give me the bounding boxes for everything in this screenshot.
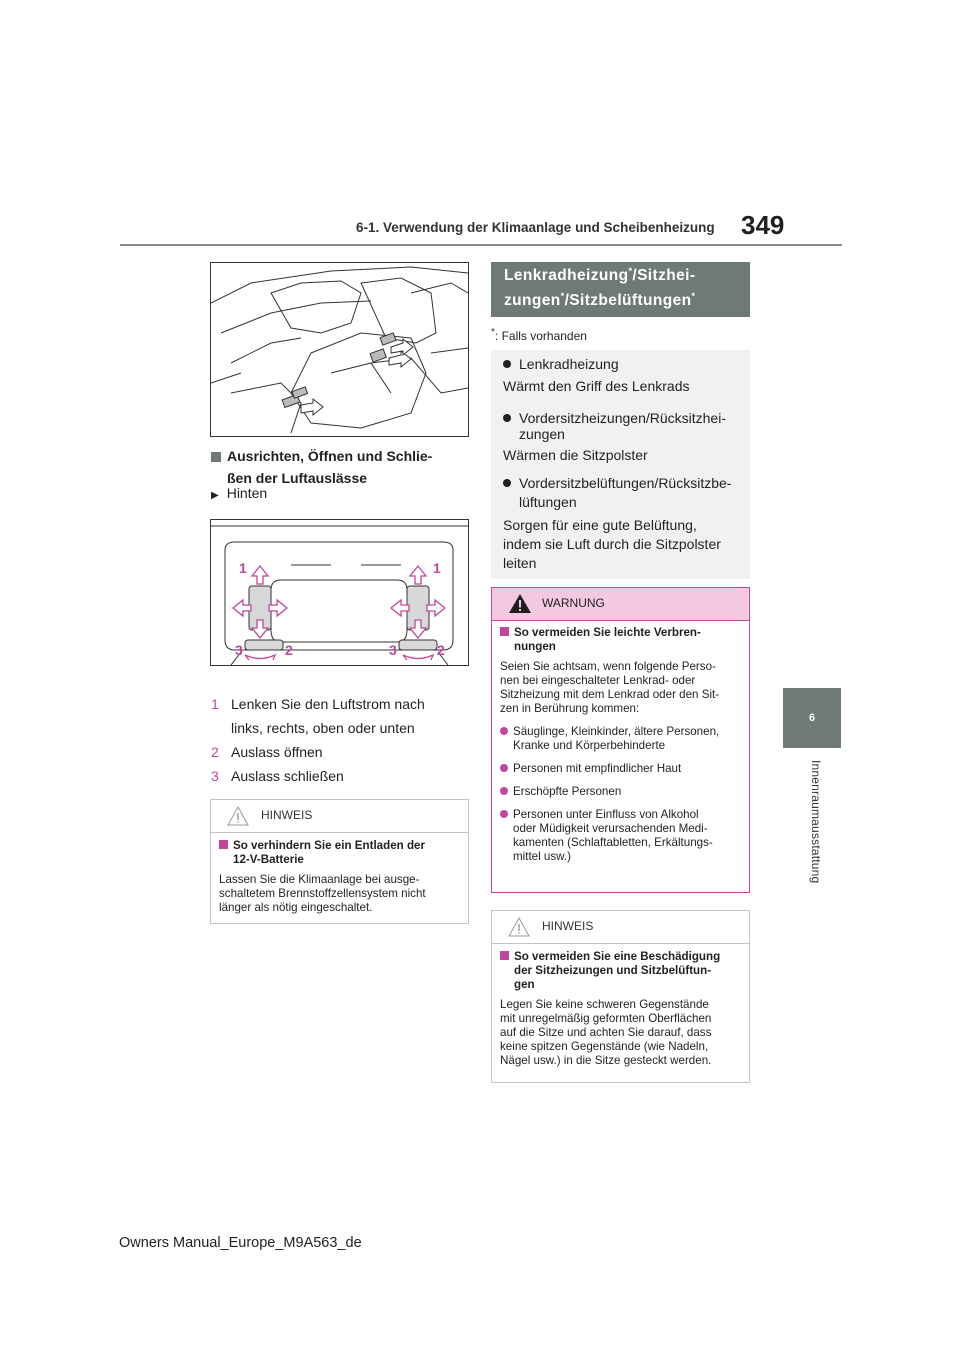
warning-subheading: So vermeiden Sie leichte Verbren- nungen bbox=[500, 626, 741, 654]
notice-box-battery bbox=[210, 799, 469, 924]
bullet-dot-icon bbox=[503, 414, 511, 422]
bullet-dot-icon bbox=[500, 727, 508, 735]
feature-desc: Wärmen die Sitzpolster bbox=[503, 447, 648, 463]
warning-bullet: Säuglinge, Kleinkinder, ältere Personen, Kranke und Körperbehinderte bbox=[500, 725, 741, 753]
vent-subheading: Ausrichten, Öffnen und Schlie- ßen der Luftauslässe bbox=[211, 445, 432, 489]
diagram-label-2-right: 2 bbox=[437, 642, 445, 658]
warning-bullet: Erschöpfte Personen bbox=[500, 785, 741, 799]
step-item: 3 Auslass schließen bbox=[211, 768, 344, 784]
arrow-item: ▶ Hinten bbox=[211, 485, 268, 501]
square-bullet-icon bbox=[219, 840, 228, 849]
warning-bullet: Personen mit empfindlicher Haut bbox=[500, 762, 741, 776]
header-divider bbox=[120, 244, 842, 246]
footnote: *: Falls vorhanden bbox=[491, 327, 587, 343]
chapter-label: Innenraumausstattung bbox=[809, 760, 823, 884]
warning-triangle-icon bbox=[508, 593, 532, 614]
notice-header: HINWEIS bbox=[211, 800, 468, 833]
bullet-dot-icon bbox=[503, 479, 511, 487]
bullet-dot-icon bbox=[500, 810, 508, 818]
feature-desc: indem sie Luft durch die Sitzpolster bbox=[503, 536, 721, 552]
warning-intro: Seien Sie achtsam, wenn folgende Perso- nen bei eingeschalteter Lenkrad- oder Sitzheizung mit dem Lenkrad oder den Sit- zen in Berührung kommen: bbox=[500, 660, 720, 715]
caution-triangle-icon bbox=[508, 917, 530, 937]
notice-text: Lassen Sie die Klimaanlage bei ausge- schaltetem Brennstoffzellensystem nicht länger als nötig eingeschaltet. bbox=[219, 873, 426, 914]
page-number: 349 bbox=[741, 210, 785, 240]
notice-subheading: So vermeiden Sie eine Beschädigung der Sitzheizungen und Sitzbelüftun- gen bbox=[500, 950, 741, 992]
feature-item: Vordersitzheizungen/Rücksitzhei- bbox=[503, 407, 726, 429]
step-item-cont: links, rechts, oben oder unten bbox=[231, 720, 415, 736]
diagram-label-3-right: 3 bbox=[389, 642, 397, 658]
step-item: 2 Auslass öffnen bbox=[211, 744, 323, 760]
section-heading: Lenkradheizung*/Sitzhei- zungen*/Sitzbelüftungen* bbox=[491, 262, 750, 317]
notice-subheading: So verhindern Sie ein Entladen der 12-V-Batterie bbox=[219, 839, 460, 867]
notice-text: Legen Sie keine schweren Gegenstände mit unregelmäßig geformten Oberflächen auf die Sitze und achten Sie darauf, dass keine spitzen Gegenstände (wie Nadeln, Nägel usw.) in die Sitze gesteckt werden. bbox=[500, 998, 712, 1067]
features-box bbox=[491, 350, 750, 579]
feature-item-cont: zungen bbox=[519, 426, 565, 442]
notice-header: HINWEIS bbox=[492, 911, 749, 944]
diagram-label-2-left: 2 bbox=[285, 642, 293, 658]
triangle-right-icon: ▶ bbox=[211, 490, 219, 501]
section-title: 6-1. Verwendung der Klimaanlage und Scheibenheizung bbox=[356, 220, 715, 235]
square-bullet-icon bbox=[500, 951, 509, 960]
diagram-label-1-left: 1 bbox=[239, 560, 247, 576]
square-bullet-icon bbox=[500, 627, 509, 636]
diagram-label-1-right: 1 bbox=[433, 560, 441, 576]
feature-item-cont: lüftungen bbox=[519, 494, 577, 510]
warning-box bbox=[491, 587, 750, 893]
bullet-dot-icon bbox=[500, 787, 508, 795]
feature-item: Vordersitzbelüftungen/Rücksitzbe- bbox=[503, 472, 731, 494]
warning-header: WARNUNG bbox=[492, 588, 749, 621]
step-list bbox=[211, 692, 466, 788]
step-item: 1 Lenken Sie den Luftstrom nach bbox=[211, 696, 425, 712]
warning-bullet: Personen unter Einfluss von Alkohol oder Müdigkeit verursachenden Medi- kamenten (Schlaftabletten, Erkältungs- mittel usw.) bbox=[500, 808, 741, 864]
rear-vent-diagram bbox=[210, 519, 469, 666]
chapter-tab: 6 bbox=[783, 688, 841, 748]
square-bullet-icon bbox=[211, 452, 221, 462]
feature-desc: leiten bbox=[503, 555, 537, 571]
notice-box-seats bbox=[491, 910, 750, 1083]
diagram-label-3-left: 3 bbox=[235, 642, 243, 658]
feature-item: Lenkradheizung bbox=[503, 353, 619, 375]
bullet-dot-icon bbox=[503, 360, 511, 368]
feature-desc: Wärmt den Griff des Lenkrads bbox=[503, 378, 690, 394]
footer-text: Owners Manual_Europe_M9A563_de bbox=[119, 1235, 362, 1251]
seat-vent-illustration bbox=[210, 262, 469, 437]
feature-desc: Sorgen für eine gute Belüftung, bbox=[503, 517, 697, 533]
bullet-dot-icon bbox=[500, 764, 508, 772]
caution-triangle-icon bbox=[227, 806, 249, 826]
